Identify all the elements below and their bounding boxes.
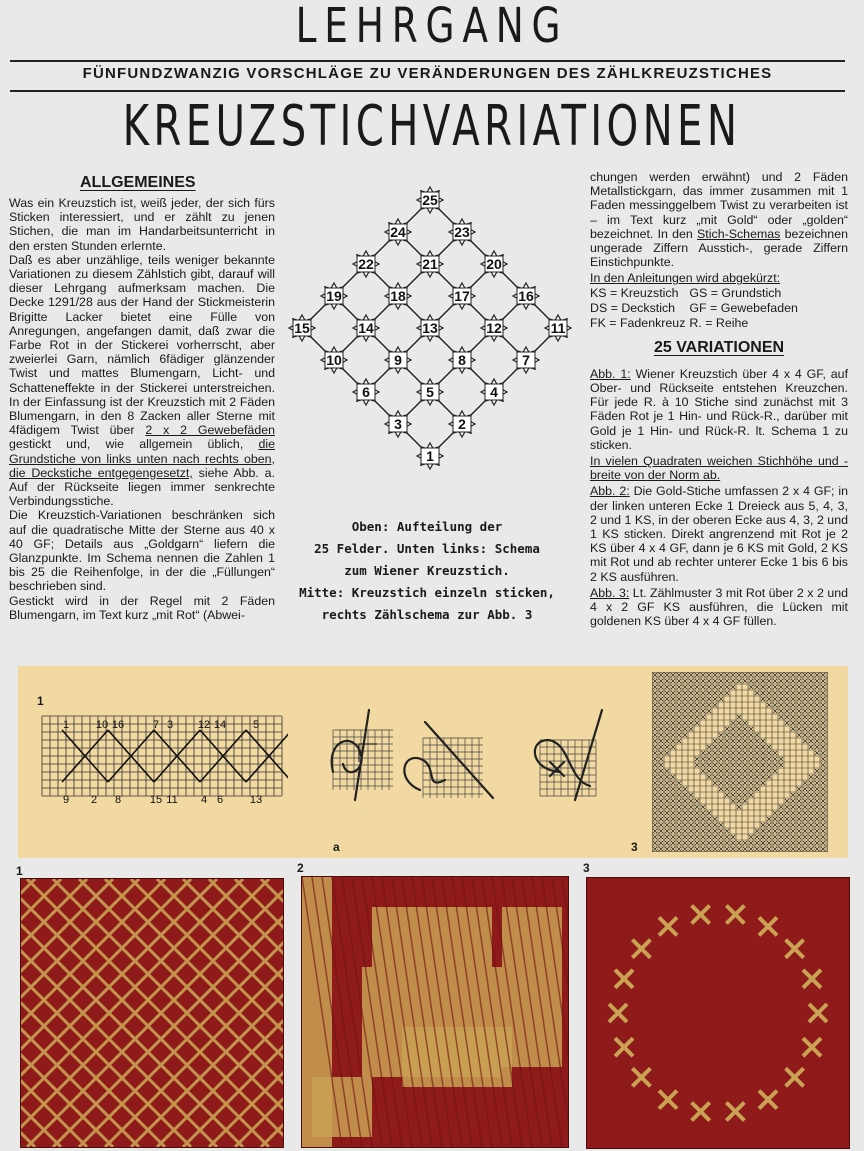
- divider: [10, 60, 845, 62]
- field-number: 18: [390, 288, 406, 304]
- schema-top-number: 10: [95, 719, 109, 731]
- field-number: 19: [326, 288, 342, 304]
- divider: [10, 90, 845, 92]
- schema-bottom-number: 15: [149, 794, 163, 806]
- field-number: 7: [522, 352, 530, 368]
- needle-stitch-illustration: [520, 700, 610, 810]
- schema-top-number: 5: [252, 719, 260, 731]
- field-number: 4: [490, 384, 498, 400]
- wiener-kreuzstich-schema: [38, 708, 288, 808]
- intro-column: [9, 196, 275, 622]
- field-number: 5: [426, 384, 434, 400]
- schema-label-3: 3: [631, 840, 638, 854]
- thread-curve: [332, 741, 362, 772]
- embroidery-photo-3: [586, 877, 850, 1149]
- yarn-paragraph: chungen werden erwähnt) und 2 Fäden Metallstickgarn, das immer zusammen mit 1 Faden messinggelbem Twist zu verarbeiten ist – im Text kurz „mit Gold“ oder „golden“ bezeichnet. In den Stich-Schemas bezeichnen ungerade Ziffern Ausstich-, gerade Ziffern Einstichpunkte.: [590, 170, 848, 270]
- subtitle: FÜNFUNDZWANZIG VORSCHLÄGE ZU VERÄNDERUNGEN DES ZÄHLKREUZSTICHES: [82, 65, 773, 82]
- schema-top-number: 3: [166, 719, 174, 731]
- field-number: 1: [426, 448, 434, 464]
- field-number: 25: [422, 192, 438, 208]
- photo-label-2: 2: [297, 861, 304, 875]
- series-title: LEHRGANG: [295, 0, 569, 54]
- field-number: 8: [458, 352, 466, 368]
- diagram-caption: Oben: Aufteilung der 25 Felder. Unten links: Schema zum Wiener Kreuzstich. Mitte: Kreuzstich einzeln sticken, rechts Zählschema zur Abb. 3: [299, 519, 555, 622]
- abbr-heading: In den Anleitungen wird abgekürzt:: [590, 271, 781, 286]
- field-number: 13: [422, 320, 438, 336]
- page-title: KREUZSTICHVARIATIONEN: [122, 94, 742, 159]
- field-number: 11: [550, 320, 566, 336]
- schema-label-a: a: [333, 840, 340, 854]
- schema-top-number: 12: [197, 719, 211, 731]
- embroidery-photo-2: [301, 876, 569, 1148]
- section-heading-variations: 25 VARIATIONEN: [653, 338, 785, 356]
- field-number: 12: [486, 320, 502, 336]
- field-number: 14: [358, 320, 374, 336]
- field-number: 22: [358, 256, 374, 272]
- field-layout-diagram: [280, 178, 580, 488]
- field-number: 3: [394, 416, 402, 432]
- schema-bottom-number: 9: [62, 794, 70, 806]
- field-number: 9: [394, 352, 402, 368]
- schema-top-number: 14: [213, 719, 227, 731]
- intro-paragraph: Gestickt wird in der Regel mit 2 Fäden Blumengarn, im Text kurz „mit Rot“ (Abwei-: [9, 593, 275, 622]
- intro-paragraph: Daß es aber unzählige, teils weniger bekannte Variationen zu diesem Zählstich gibt, darauf will dieser Lehrgang aufmerksam machen. Die Decke 1291/28 aus der Hand der Stickmeisterin Brigitte Lacker bietet eine Fülle von Anregungen, angefangen damit, daß zwar die Farbe Rot in der Stickerei vorherrscht, aber zweierlei Garn, nämlich 6fädiger glänzender Twist und mattes Blumengarn, Licht- und Schatteneffekte in der Stickerei unterstreichen. In der Einfassung ist der Kreuzstich mit 2 Fäden Blumengarn, in den 8 Zacken aller Sterne mit 4fädigem Twist über 2 x 2 Gewebefäden gestickt und, wie allgemein üblich, die Grundstiche von links unten nach rechts oben, die Deckstiche entgegengesetzt, siehe Abb. a. Auf der Rückseite liegen immer senkrechte Verbindungsstiche.: [9, 252, 276, 509]
- needle-icon: [355, 710, 369, 800]
- field-number: 6: [362, 384, 370, 400]
- schema-bottom-number: 13: [249, 794, 263, 806]
- field-number: 23: [454, 224, 470, 240]
- field-number: 10: [326, 352, 342, 368]
- field-number: 15: [294, 320, 310, 336]
- field-number: 21: [422, 256, 438, 272]
- abb3-paragraph: Abb. 3: Lt. Zählmuster 3 mit Rot über 2 x 2 und 4 x 2 GF KS ausführen, die Lücken mit goldenen KS über 4 x 4 GF füllen.: [590, 585, 848, 629]
- photo-label-3: 3: [583, 861, 590, 875]
- schema-top-number: 1: [62, 719, 70, 731]
- photo-label-1: 1: [16, 864, 23, 878]
- abbreviation-table: KS = Kreuzstich GS = Grundstich DS = Deckstich GF = Gewebefaden FK = Fadenkreuz R. = Reihe: [590, 285, 798, 330]
- schema-bottom-number: 4: [200, 794, 208, 806]
- abb1-note: In vielen Quadraten weichen Stichhöhe und -breite von der Norm ab.: [590, 454, 848, 483]
- field-number: 16: [518, 288, 534, 304]
- schema-bottom-number: 8: [114, 794, 122, 806]
- schema-label-1: 1: [37, 694, 44, 708]
- embroidery-photo-1: [20, 878, 284, 1148]
- schema-bottom-number: 11: [166, 794, 178, 806]
- needle-icon: [425, 722, 493, 798]
- abb1-paragraph: Abb. 1: Wiener Kreuzstich über 4 x 4 GF, auf Ober- und Rückseite entstehen Kreuzchen. Für jede R. à 10 Stiche sind zunächst mit 3 Fäden Rot je 1 Hin- und Rück-R., darüber mit Gold je 1 Hin- und Rück-R. lt. Schema 1 zu sticken.: [590, 366, 849, 452]
- intro-paragraph: Die Kreuzstich-Variationen beschränken sich auf die quadratische Mitte der Sterne aus 40 x 40 GF; Details aus „Goldgarn“ liefern die Glanzpunkte. Im Schema nennen die Zahlen 1 bis 25 die Reihenfolge, in der die „Füllungen“ beschrieben sind.: [9, 508, 275, 594]
- intro-paragraph: Was ein Kreuzstich ist, weiß jeder, der sich fürs Sticken interessiert, und er zählt zu jenen Stichen, die man im Handarbeitsunterricht in den ersten Stunden erlernte.: [9, 196, 275, 253]
- field-number: 24: [390, 224, 406, 240]
- thread-curve: [404, 758, 445, 790]
- section-heading-allgemeines: ALLGEMEINES: [80, 174, 196, 191]
- field-number: 20: [486, 256, 502, 272]
- right-column: [590, 170, 848, 628]
- schema-bottom-number: 2: [90, 794, 98, 806]
- field-number: 17: [454, 288, 470, 304]
- schema-top-number: 7: [152, 719, 160, 731]
- needle-stitch-illustration: [325, 700, 505, 810]
- schema-top-number: 16: [111, 719, 125, 731]
- schema-bottom-number: 6: [216, 794, 224, 806]
- counting-chart-abb3: [652, 672, 828, 852]
- abb2-paragraph: Abb. 2: Die Gold-Stiche umfassen 2 x 4 GF; in der linken unteren Ecke 1 Dreieck aus 5, 4, 3, 2 und 1 KS, in der oberen Ecke aus 4, 3, 2 und 1 KS sticken. Direkt angrenzend mit Rot je 2 KS über 4 x 4 GF, dann je 6 KS mit Gold, 2 KS mit Rot und ab rechter unterer Ecke 1 bis 6 bis 2 KS ausführen.: [590, 484, 848, 584]
- field-number: 2: [458, 416, 466, 432]
